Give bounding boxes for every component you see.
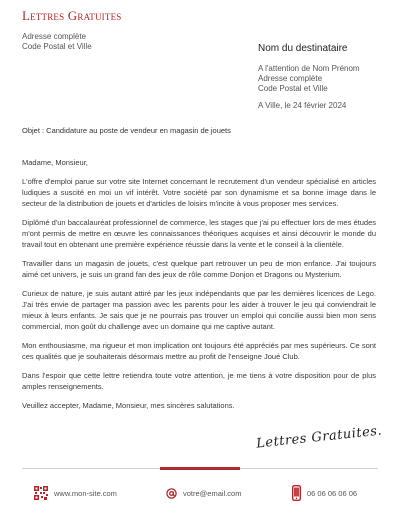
- recipient-address-block: [258, 64, 360, 94]
- letter-paragraph: L'offre d'emploi parue sur votre site Internet concernant le recrutement d'un vendeur spécialisé en articles ludiques a suscité en moi un vif intérêt. Votre société par son dynamisme et sa bonne image dans le secteur de la distribution de jouets et d'articles de loisirs m'incite à vous proposer mes services.: [22, 177, 376, 208]
- letter-paragraph: Travailler dans un magasin de jouets, c'est quelque part retrouver un peu de mon enfance. J'ai toujours aimé cet univers, je suis un grand fan des jeux de rôle comme Donjon et Dragons ou Mysterium.: [22, 259, 376, 279]
- sender-postal: Code Postal et Ville: [22, 42, 92, 51]
- footer-website[interactable]: [34, 484, 117, 502]
- recipient-name: Nom du destinataire: [258, 43, 348, 54]
- footer-accent-bar: [160, 467, 240, 470]
- qr-code-icon: [34, 486, 48, 500]
- mobile-phone-icon: [292, 485, 301, 501]
- recipient-address: Adresse complète: [258, 74, 323, 83]
- recipient-attention: A l'attention de Nom Prénom: [258, 64, 360, 73]
- letter-paragraph: Diplômé d'un baccalauréat professionnel de commerce, les stages que j'ai pu effectuer lors de mes études m'ont permis de mettre en œuvre les connaissances théoriques acquises et ainsi découvrir le monde du travail tout en obtenant une première expérience réussie dans la vente et le conseil à la clientèle.: [22, 218, 376, 249]
- footer-email[interactable]: [166, 484, 241, 502]
- letter-paragraph: Mon enthousiasme, ma rigueur et mon implication ont toujours été appréciés par mes supérieurs. Ce sont ces qualités que je souhaiterais désormais mettre au profit de l'enseigne Joué Club.: [22, 341, 376, 361]
- letter-greeting: Madame, Monsieur,: [22, 158, 88, 167]
- letter-paragraph: Dans l'espoir que cette lettre retiendra toute votre attention, je me tiens à votre disposition pour de plus amples renseignements.: [22, 371, 376, 391]
- recipient-postal: Code Postal et Ville: [258, 84, 328, 93]
- footer-phone[interactable]: [292, 484, 357, 502]
- sender-block: [22, 32, 92, 52]
- email-text: votre@email.com: [183, 488, 242, 498]
- letter-subject: Objet : Candidature au poste de vendeur en magasin de jouets: [22, 126, 231, 135]
- letter-date: A Ville, le 24 février 2024: [258, 101, 347, 110]
- sender-address: Adresse complète: [22, 32, 87, 41]
- signature: Lettres Gratuites.: [255, 423, 383, 452]
- phone-text: 06 06 06 06 06: [307, 488, 358, 498]
- at-sign-icon: [166, 488, 177, 499]
- letter-paragraph: Curieux de nature, je suis autant attiré par les jeux indépendants que par les dernières licences de Lego. J'ai très envie de partager ma passion avec les parents pour les aider à trouver le jeu qui conviendrait le mieux à leurs enfants. Je sais que je ne pourrais pas trouver un emploi qui concilie aussi bien mon sens commercial, mon goût du challenge avec un domaine qui me captive autant.: [22, 289, 376, 331]
- letter-closing: Veuillez accepter, Madame, Monsieur, mes sincères salutations.: [22, 401, 235, 410]
- brand-title: Lettres Gratuites: [22, 8, 122, 23]
- website-text: www.mon-site.com: [54, 488, 117, 498]
- letter-body: [22, 157, 376, 411]
